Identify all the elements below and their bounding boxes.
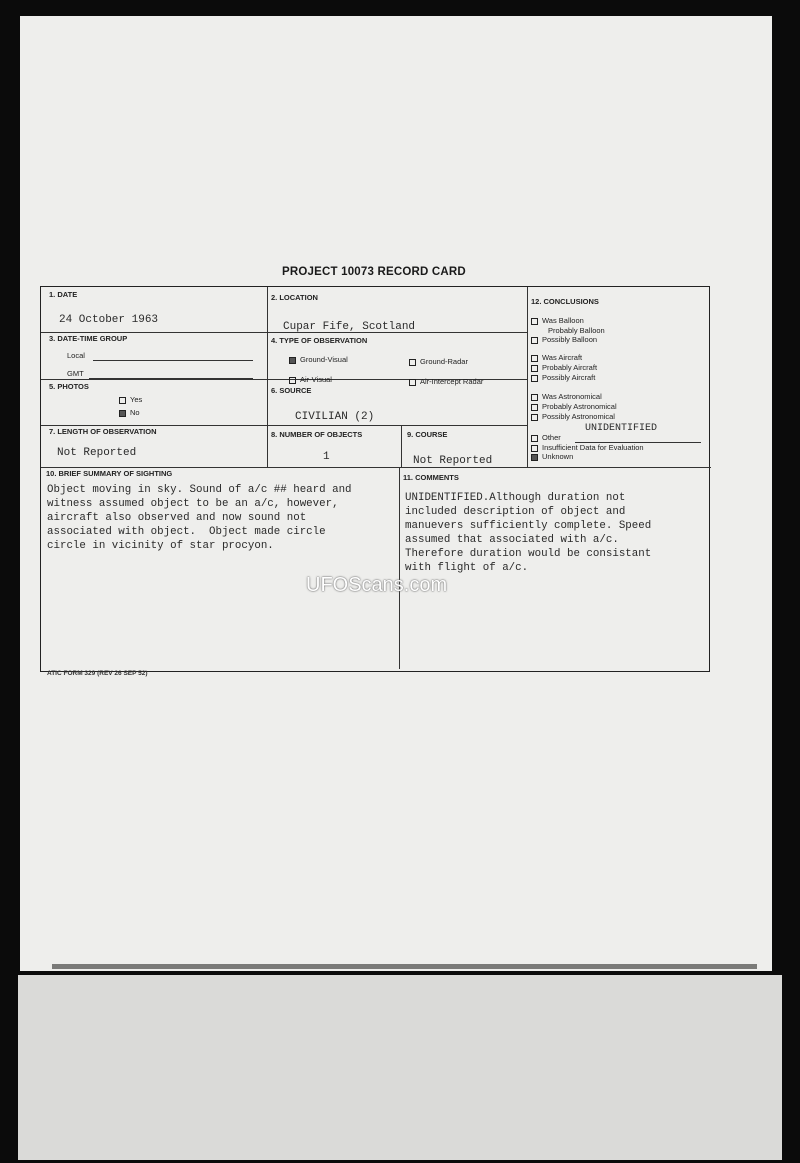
checkbox-icon: [531, 318, 538, 325]
date-label: 1. DATE: [49, 290, 78, 299]
number-value: 1: [323, 451, 330, 463]
length-value: Not Reported: [57, 447, 137, 459]
course-value: Not Reported: [413, 455, 493, 467]
card-title: PROJECT 10073 RECORD CARD: [282, 266, 466, 278]
conclusion-probably-astronomical: Probably Astronomical: [531, 402, 617, 411]
checkbox-icon: [531, 337, 538, 344]
conclusion-other: Other: [531, 433, 561, 442]
date-value: 24 October 1963: [59, 314, 159, 326]
checkbox-icon: [119, 397, 126, 404]
conclusion-probably-aircraft: Probably Aircraft: [531, 363, 597, 372]
conclusion-possibly-aircraft: Possibly Aircraft: [531, 373, 595, 382]
checkbox-icon: [289, 377, 296, 384]
checkbox-icon: [409, 379, 416, 386]
checkbox-icon: [531, 375, 538, 382]
comments-text: UNIDENTIFIED.Although duration not included description of object and manuevers sufficiently complete. Speed assumed that associated with a/c. Therefore duration would be consistant with flight of a/c.: [405, 492, 652, 574]
conclusion-probably-balloon: Probably Balloon: [548, 326, 605, 335]
conclusion-other-value: UNIDENTIFIED: [585, 423, 658, 434]
checkbox-icon: [531, 394, 538, 401]
source-label: 6. SOURCE: [271, 386, 312, 395]
comments-label: 11. COMMENTS: [403, 473, 459, 482]
checkbox-icon: [531, 355, 538, 362]
conclusion-possibly-astronomical: Possibly Astronomical: [531, 412, 615, 421]
checkbox-icon: [531, 445, 538, 452]
number-label: 8. NUMBER OF OBJECTS: [271, 430, 363, 439]
checkbox-icon: [409, 359, 416, 366]
checkbox-icon: [531, 435, 538, 442]
conclusion-was-astronomical: Was Astronomical: [531, 392, 602, 401]
checkbox-icon: [531, 404, 538, 411]
checkbox-checked-icon: [531, 454, 538, 461]
conclusion-unknown: Unknown: [531, 452, 573, 461]
form-identifier: ATIC FORM 329 (REV 26 SEP 52): [47, 670, 148, 677]
conclusion-was-balloon: Was Balloon: [531, 316, 584, 325]
conclusion-was-aircraft: Was Aircraft: [531, 353, 582, 362]
type-ground-radar: Ground-Radar: [409, 357, 468, 366]
checkbox-icon: [531, 414, 538, 421]
checkbox-checked-icon: [289, 357, 296, 364]
backing-sheet: [18, 975, 782, 1160]
location-value: Cupar Fife, Scotland: [283, 321, 416, 333]
photos-yes: Yes: [119, 395, 142, 404]
local-label: Local: [67, 351, 85, 360]
gmt-label: GMT: [67, 369, 84, 378]
conclusion-possibly-balloon: Possibly Balloon: [531, 335, 597, 344]
type-ground-visual: Ground-Visual: [289, 355, 348, 364]
length-label: 7. LENGTH OF OBSERVATION: [49, 427, 157, 436]
checkbox-checked-icon: [119, 410, 126, 417]
checkbox-icon: [531, 365, 538, 372]
type-label: 4. TYPE OF OBSERVATION: [271, 336, 368, 345]
type-air-intercept: Air-Intercept Radar: [409, 377, 483, 386]
photos-no: No: [119, 408, 140, 417]
record-card: [40, 286, 710, 672]
course-label: 9. COURSE: [407, 430, 448, 439]
type-air-visual: Air-Visual: [289, 375, 332, 384]
page-edge-shadow: [52, 964, 757, 969]
location-label: 2. LOCATION: [271, 293, 318, 302]
photos-label: 5. PHOTOS: [49, 382, 89, 391]
conclusions-label: 12. CONCLUSIONS: [531, 297, 599, 306]
dtg-label: 3. DATE-TIME GROUP: [49, 334, 128, 343]
watermark: UFOScans.com: [306, 574, 448, 596]
summary-label: 10. BRIEF SUMMARY OF SIGHTING: [46, 469, 173, 478]
source-value: CIVILIAN (2): [295, 411, 375, 423]
conclusion-insufficient: Insufficient Data for Evaluation: [531, 443, 644, 452]
summary-text: Object moving in sky. Sound of a/c ## heard and witness assumed object to be an a/c, however, aircraft also observed and now sound not associated with object. Object made circle circle in vicinity of star procyon.: [47, 484, 352, 552]
